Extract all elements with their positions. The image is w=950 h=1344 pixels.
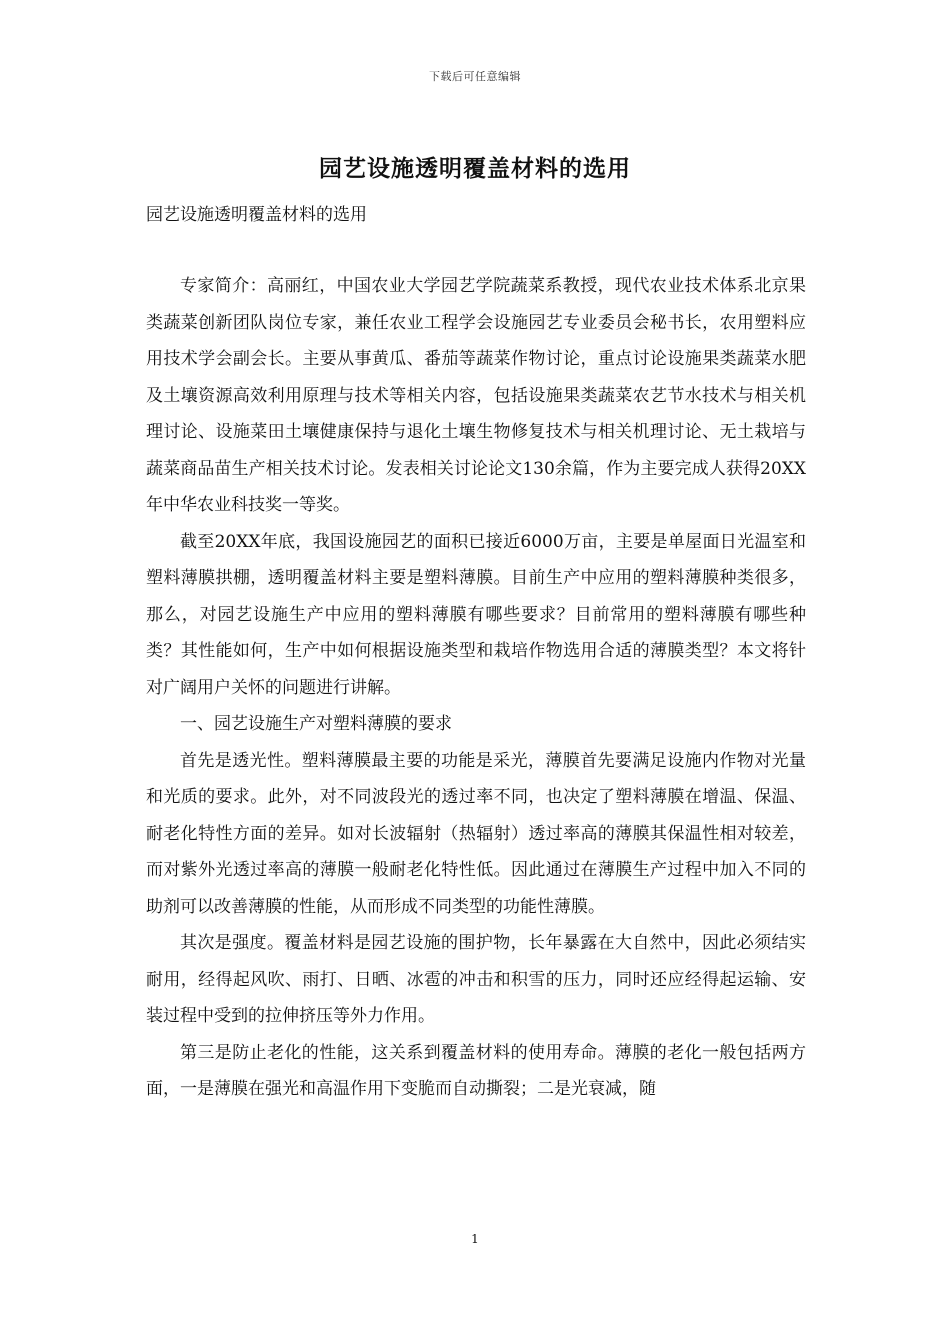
- paragraph-transparency: 首先是透光性。塑料薄膜最主要的功能是采光，薄膜首先要满足设施内作物对光量和光质的要求。此外，对不同波段光的透过率不同，也决定了塑料薄膜在增温、保温、耐老化特性方面的差异。如对长波辐射（热辐射）透过率高的薄膜其保温性相对较差，而对紫外光透过率高的薄膜一般耐老化特性低。因此通过在薄膜生产过程中加入不同的助剂可以改善薄膜的性能，从而形成不同类型的功能性薄膜。: [146, 750, 806, 917]
- header-note: 下载后可任意编辑: [429, 70, 521, 83]
- paragraph-expert-intro: 专家简介：高丽红，中国农业大学园艺学院蔬菜系教授，现代农业技术体系北京果类蔬菜创新团队岗位专家，兼任农业工程学会设施园艺专业委员会秘书长，农用塑料应用技术学会副会长。主要从事黄瓜、番茄等蔬菜作物讨论，重点讨论设施果类蔬菜水肥及土壤资源高效利用原理与技术等相关内容，包括设施果类蔬菜农艺节水技术与相关机理讨论、设施菜田土壤健康保持与退化土壤生物修复技术与相关机理讨论、无土栽培与蔬菜商品苗生产相关技术讨论。发表相关讨论论文130余篇，作为主要完成人获得20XX年中华农业科技奖一等奖。: [146, 276, 806, 515]
- body-text: [146, 268, 806, 1108]
- page-number: 1: [471, 1232, 479, 1246]
- document-title: 园艺设施透明覆盖材料的选用: [319, 155, 631, 182]
- paragraph-area-overview: 截至20XX年底，我国设施园艺的面积已接近6000万亩，主要是单屋面日光温室和塑料薄膜拱棚，透明覆盖材料主要是塑料薄膜。目前生产中应用的塑料薄膜种类很多，那么，对园艺设施生产中应用的塑料薄膜有哪些要求？目前常用的塑料薄膜有哪些种类？其性能如何，生产中如何根据设施类型和栽培作物选用合适的薄膜类型？本文将针对广阔用户关怀的问题进行讲解。: [146, 531, 806, 698]
- section-heading-requirements: 一、园艺设施生产对塑料薄膜的要求: [180, 714, 452, 734]
- paragraph-anti-aging: 第三是防止老化的性能，这关系到覆盖材料的使用寿命。薄膜的老化一般包括两方面，一是薄膜在强光和高温作用下变脆而自动撕裂；二是光衰减，随: [146, 1042, 806, 1099]
- document-subtitle: 园艺设施透明覆盖材料的选用: [146, 205, 367, 225]
- paragraph-strength: 其次是强度。覆盖材料是园艺设施的围护物，长年暴露在大自然中，因此必须结实耐用，经得起风吹、雨打、日晒、冰雹的冲击和积雪的压力，同时还应经得起运输、安装过程中受到的拉伸挤压等外力作用。: [146, 933, 806, 1026]
